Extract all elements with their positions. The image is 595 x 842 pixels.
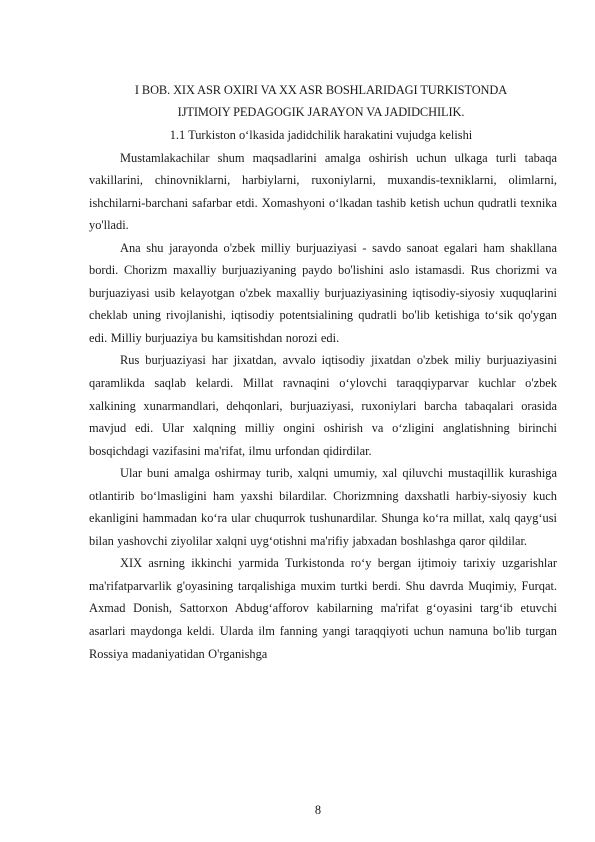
paragraph-2: Ana shu jarayonda o'zbek milliy burjuaziyasi - savdo sanoat egalari ham shakllana bordi. Chorizm maxalliy burjuaziyaning paydo bo'lishini aslo istamasdi. Rus chorizmi va burjuaziyasi usib kelayotgan o'zbek maxalliy burjuaziyasining iqtisodiy-siyosiy xuquqlarini cheklab uning rivojlanishi, iqtisodiy potentsialining qudratli bo'lib ketishiga to‘sik qo'ygan edi. Milliy burjuaziya bu kamsitishdan norozi edi. — [89, 240, 557, 345]
chapter-title-line-2: IJTIMOIY PEDAGOGIK JARAYON VA JADIDCHILIK. — [177, 105, 465, 119]
paragraph-3: Rus burjuaziyasi har jixatdan, avvalo iqtisodiy jixatdan o'zbek miliy burjuaziyasini qaramlikda saqlab kelardi. Millat ravnaqini o‘ylovchi taraqqiyparvar kuchlar o'zbek xalkining xunarmandlari, dehqonlari, burjuaziyasi, ruxoniylari barcha tabaqalari orasida mavjud edi. Ular xalqning milliy ongini oshirish va o‘zligini anglatishning birinchi bosqichdagi vazifasini ma'rifat, ilmu urfondan qidirdilar. — [89, 353, 557, 458]
paragraph-4: Ular buni amalga oshirmay turib, xalqni umumiy, xal qiluvchi mustaqillik kurashiga otlantirib bo‘lmasligini ham yaxshi bilardilar. Chorizmning daxshatli harbiy-siyosiy kuch ekanligini hammadan ko‘ra ular chuqurrok tushunardilar. Shunga ko‘ra millat, xalq qayg‘usi bilan yashovchi ziyolilar xalqni uyg‘otishni ma'rifiy jabxadan boshlashga qaror qildilar. — [89, 466, 557, 548]
chapter-title-line-1: I BOB. XIX ASR OXIRI VA XX ASR BOSHLARIDAGI TURKISTONDA — [134, 83, 508, 97]
section-title: 1.1 Turkiston o‘lkasida jadidchilik harakatini vujudga kelishi — [169, 128, 473, 142]
paragraph-1: Mustamlakachilar shum maqsadlarini amalga oshirish uchun ulkaga turli tabaqa vakillarini, chinovniklarni, harbiylarni, ruxoniylarni, muxandis-texniklarni, olimlarni, ishchilarni-barchani safarbar etdi. Xomashyoni o‘lkadan tashib ketish uchun qudratli texnika yo'lladi. — [89, 150, 557, 233]
page-number: 8 — [314, 803, 322, 817]
paragraph-5: XIX asrning ikkinchi yarmida Turkistonda ro‘y bergan ijtimoiy tarixiy uzgarishlar ma'rifatparvarlik g'oyasining tarqalishiga muxim turtki berdi. Shu davrda Muqimiy, Furqat. Axmad Donish, Sattorxon Abdug‘afforov kabilarning ma'rifat g‘oyasini targ‘ib etuvchi asarlari maydonga keldi. Ularda ilm fanning yangi taraqqiyoti uchun namuna bo'lib turgan Rossiya madaniyatidan O'rganishga — [89, 556, 557, 661]
body-text — [89, 147, 557, 666]
